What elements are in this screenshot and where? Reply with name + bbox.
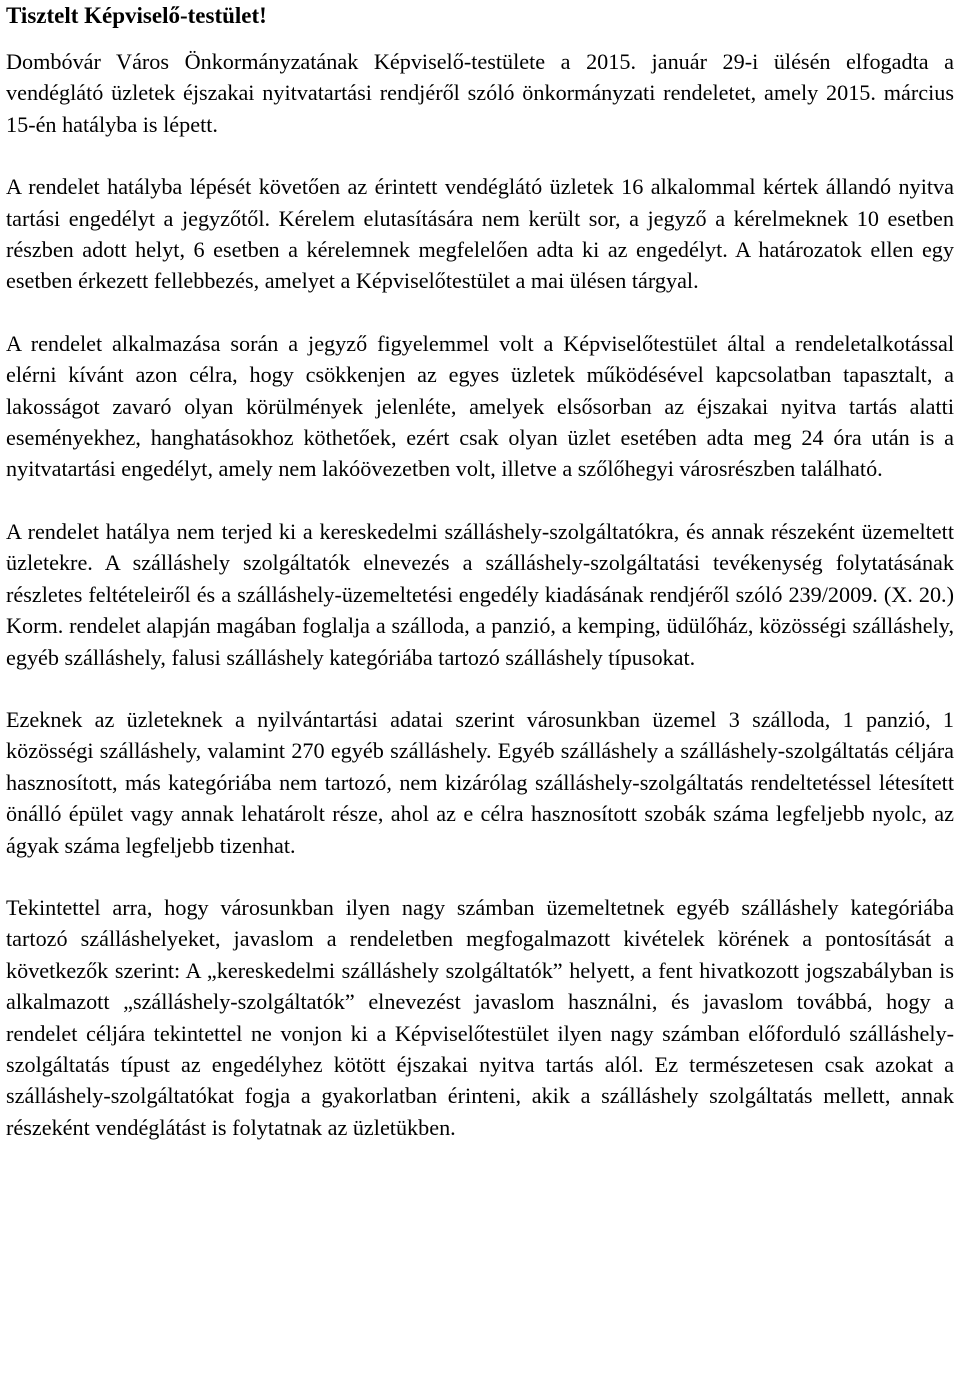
paragraph-application-of-decree: A rendelet alkalmazása során a jegyző figyelemmel volt a Képviselőtestület által a rendeletalkotással elérni kívánt azon célra, hogy csökkenjen az egyes üzletek működésével kapcsolatban tapasztalt, a lakosságot zavaró olyan körülmények jelenléte, amelyek elsősorban az éjszakai nyitva tartás alatti eseményekhez, hanghatásokhoz köthetőek, ezért csak olyan üzlet esetében adta meg 24 óra után is a nyitvatartási engedélyt, amely nem lakóövezetben volt, illetve a szőlőhegyi városrészben található. [6,330,954,482]
paragraph-permit-requests: A rendelet hatályba lépését követően az érintett vendéglátó üzletek 16 alkalommal kértek állandó nyitva tartási engedélyt a jegyzőtől. Kérelem elutasítására nem került sor, a jegyző a kérelmeknek 10 esetben részben adott helyt, 6 esetben a kérelemnek megfelelően adta ki az engedélyt. A határozatok ellen egy esetben érkezett fellebbezés, amelyet a Képviselőtestület a mai ülésen tárgyal. [6,174,954,294]
paragraph-accommodation-scope: A rendelet hatálya nem terjed ki a kereskedelmi szálláshely-szolgáltatókra, és annak részeként üzemeltett üzletekre. A szálláshely szolgáltatók elnevezés a szálláshely-szolgáltatási tevékenység folytatásának részletes feltételeiről és a szálláshely-üzemeltetési engedély kiadásának rendjéről szóló 239/2009. (X. 20.) Korm. rendelet alapján magában foglalja a szálloda, a panzió, a kemping, üdülőház, közösségi szálláshely, egyéb szálláshely, falusi szálláshely kategóriába tartozó szálláshely típusokat. [6,518,954,670]
salutation-heading: Tisztelt Képviselő-testület! [6,3,267,28]
paragraph-proposal: Tekintettel arra, hogy városunkban ilyen nagy számban üzemeltetnek egyéb szálláshely kategóriába tartozó szálláshelyeket, javaslom a rendeletben megfogalmazott kivételek körének a pontosítását a következők szerint: A „kereskedelmi szálláshely szolgáltatók” helyett, a fent hivatkozott jogszabályban is alkalmazott „szálláshely-szolgáltatók” elnevezést javaslom használni, és javaslom továbbá, hogy a rendelet céljára tekintettel ne vonjon ki a Képviselőtestület ilyen nagy számban előforduló szálláshely-szolgáltatás típust az engedélyhez kötött éjszakai nyitva tartás alól. Ez természetesen csak azokat a szálláshely-szolgáltatókat fogja a gyakorlatban érinteni, akik a szálláshely szolgáltatás mellett, annak részeként vendéglátást is folytatnak az üzletükben. [6,894,954,1140]
paragraph-decree-adoption: Dombóvár Város Önkormányzatának Képviselő-testülete a 2015. január 29-i ülésén elfogadta a vendéglátó üzletek éjszakai nyitvatartási rendjéről szóló önkormányzati rendeletet, amely 2015. március 15-én hatályba is lépett. [6,49,954,137]
paragraph-registry-data: Ezeknek az üzleteknek a nyilvántartási adatai szerint városunkban üzemel 3 szálloda, 1 panzió, 1 közösségi szálláshely, valamint 270 egyéb szálláshely. Egyéb szálláshely a szálláshely-szolgáltatás céljára hasznosított, más kategóriába nem tartozó, nem kizárólag szálláshely-szolgáltatás rendeltetéssel létesített önálló épület vagy annak lehatárolt része, ahol az e célra hasznosított szobák száma legfeljebb nyolc, az ágyak száma legfeljebb tizenhat. [6,706,954,858]
